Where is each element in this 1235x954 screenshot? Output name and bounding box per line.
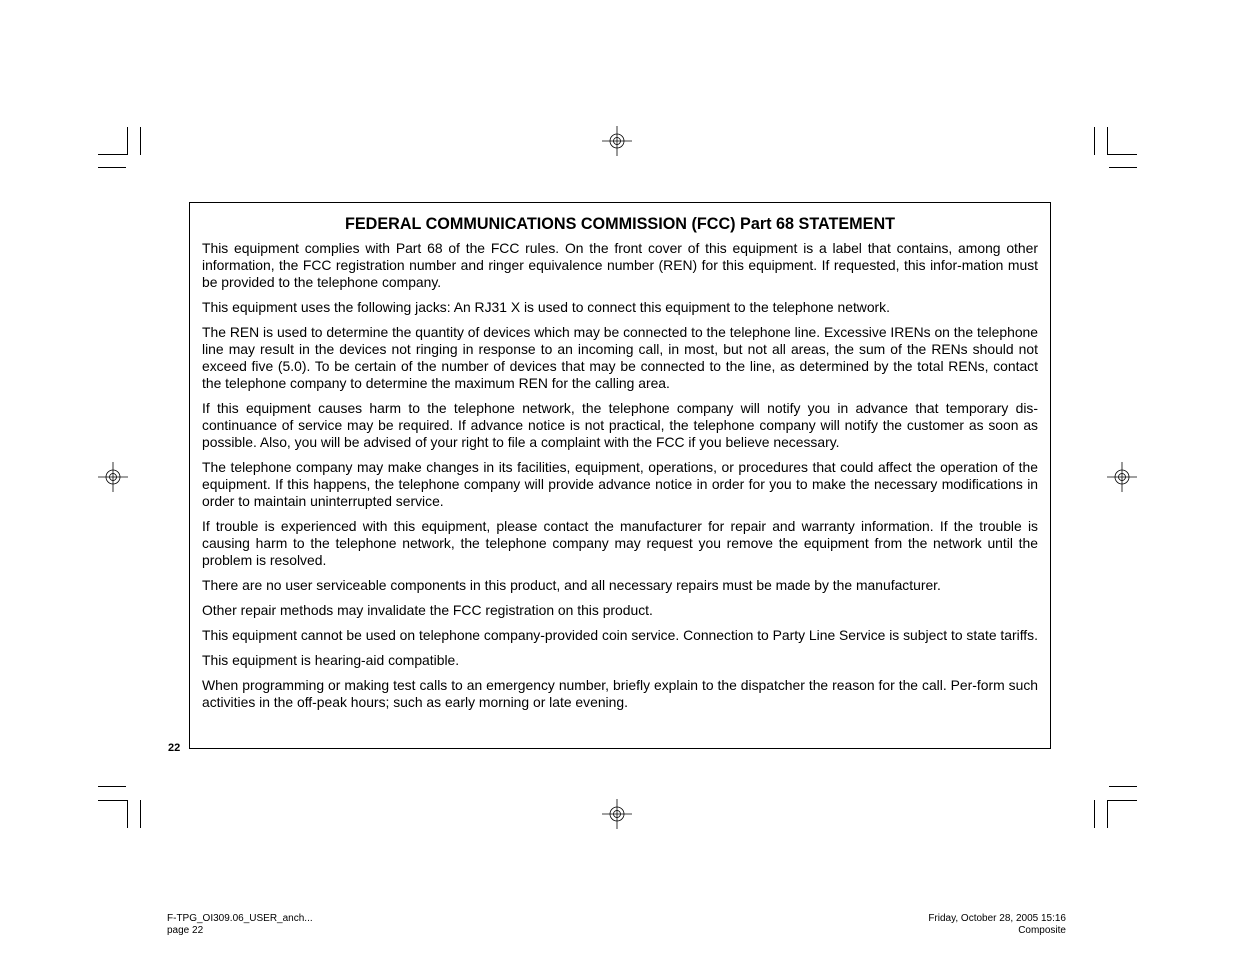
registration-mark-icon bbox=[602, 799, 632, 829]
crop-mark bbox=[127, 800, 128, 828]
footer-timestamp: Friday, October 28, 2005 15:16 bbox=[928, 913, 1066, 924]
page-title: FEDERAL COMMUNICATIONS COMMISSION (FCC) Part 68 STATEMENT bbox=[344, 215, 896, 233]
paragraph: If trouble is experienced with this equipment, please contact the manufacturer for repair and warranty information. If the trouble is causing harm to the telephone network, the telephone company may request you remove the equipment from the network until the problem is resolved. bbox=[202, 518, 1038, 568]
paragraph: If this equipment causes harm to the telephone network, the telephone company will notify you in advance that temporary dis-continuance of service may be required. If advance notice is not practical, the telephone company will notify the customer as soon as possible. Also, you will be advised of your right to file a complaint with the FCC if you believe necessary. bbox=[202, 400, 1038, 450]
crop-mark bbox=[140, 127, 141, 155]
paragraph: Other repair methods may invalidate the FCC registration on this product. bbox=[202, 602, 653, 618]
paragraph: This equipment is hearing-aid compatible. bbox=[202, 652, 460, 668]
crop-mark bbox=[1109, 786, 1137, 787]
paragraph: This equipment complies with Part 68 of the FCC rules. On the front cover of this equipment is a label that contains, among other information, the FCC registration number and ringer equivalence number (REN) for this equipment. If requested, this infor-mation must be provided to the telephone company. bbox=[202, 240, 1038, 290]
crop-mark bbox=[1094, 127, 1095, 155]
crop-mark bbox=[127, 127, 128, 155]
crop-mark bbox=[1107, 800, 1137, 801]
crop-mark bbox=[1107, 154, 1137, 155]
registration-mark-icon bbox=[98, 462, 128, 492]
paragraph: The REN is used to determine the quantity of devices which may be connected to the telephone line. Excessive IRENs on the telephone line may result in the devices not ringing in response to an incoming call, in most, but not all areas, the sum of the RENs should not exceed five (5.0). To be certain of the number of devices that may be connected to the line, as determined by the total RENs, contact the telephone company to determine the maximum REN for the calling area. bbox=[202, 324, 1038, 391]
crop-mark bbox=[98, 154, 128, 155]
registration-mark-icon bbox=[602, 126, 632, 156]
paragraph: This equipment uses the following jacks: An RJ31 X is used to connect this equipment to the telephone network. bbox=[202, 299, 890, 315]
paragraph: The telephone company may make changes in its facilities, equipment, operations, or procedures that could affect the operation of the equipment. If this happens, the telephone company will provide advance notice in order for you to make the necessary modifications in order to maintain uninterrupted service. bbox=[202, 459, 1038, 509]
crop-mark bbox=[1107, 800, 1108, 828]
paragraph: There are no user serviceable components in this product, and all necessary repairs must be made by the manufacturer. bbox=[202, 577, 941, 593]
footer-page: page 22 bbox=[167, 925, 204, 936]
footer-file-info bbox=[167, 913, 313, 937]
crop-mark bbox=[98, 786, 126, 787]
crop-mark bbox=[1109, 167, 1137, 168]
footer-plate: Composite bbox=[1018, 925, 1066, 936]
paragraph: When programming or making test calls to an emergency number, briefly explain to the dispatcher the reason for the call. Per-form such activities in the off-peak hours; such as early morning or late evening. bbox=[202, 677, 1038, 710]
paragraph: This equipment cannot be used on telephone company-provided coin service. Connection to Party Line Service is subject to state tariffs. bbox=[202, 627, 1038, 643]
crop-mark bbox=[98, 800, 128, 801]
crop-mark bbox=[98, 167, 126, 168]
crop-mark bbox=[1107, 127, 1108, 155]
footer-print-info bbox=[928, 913, 1066, 937]
crop-mark bbox=[1094, 800, 1095, 828]
footer-filename: F-TPG_OI309.06_USER_anch... bbox=[167, 913, 313, 924]
crop-mark bbox=[140, 800, 141, 828]
fcc-statement-panel bbox=[189, 202, 1051, 749]
page-number: 22 bbox=[168, 742, 181, 754]
registration-mark-icon bbox=[1107, 462, 1137, 492]
